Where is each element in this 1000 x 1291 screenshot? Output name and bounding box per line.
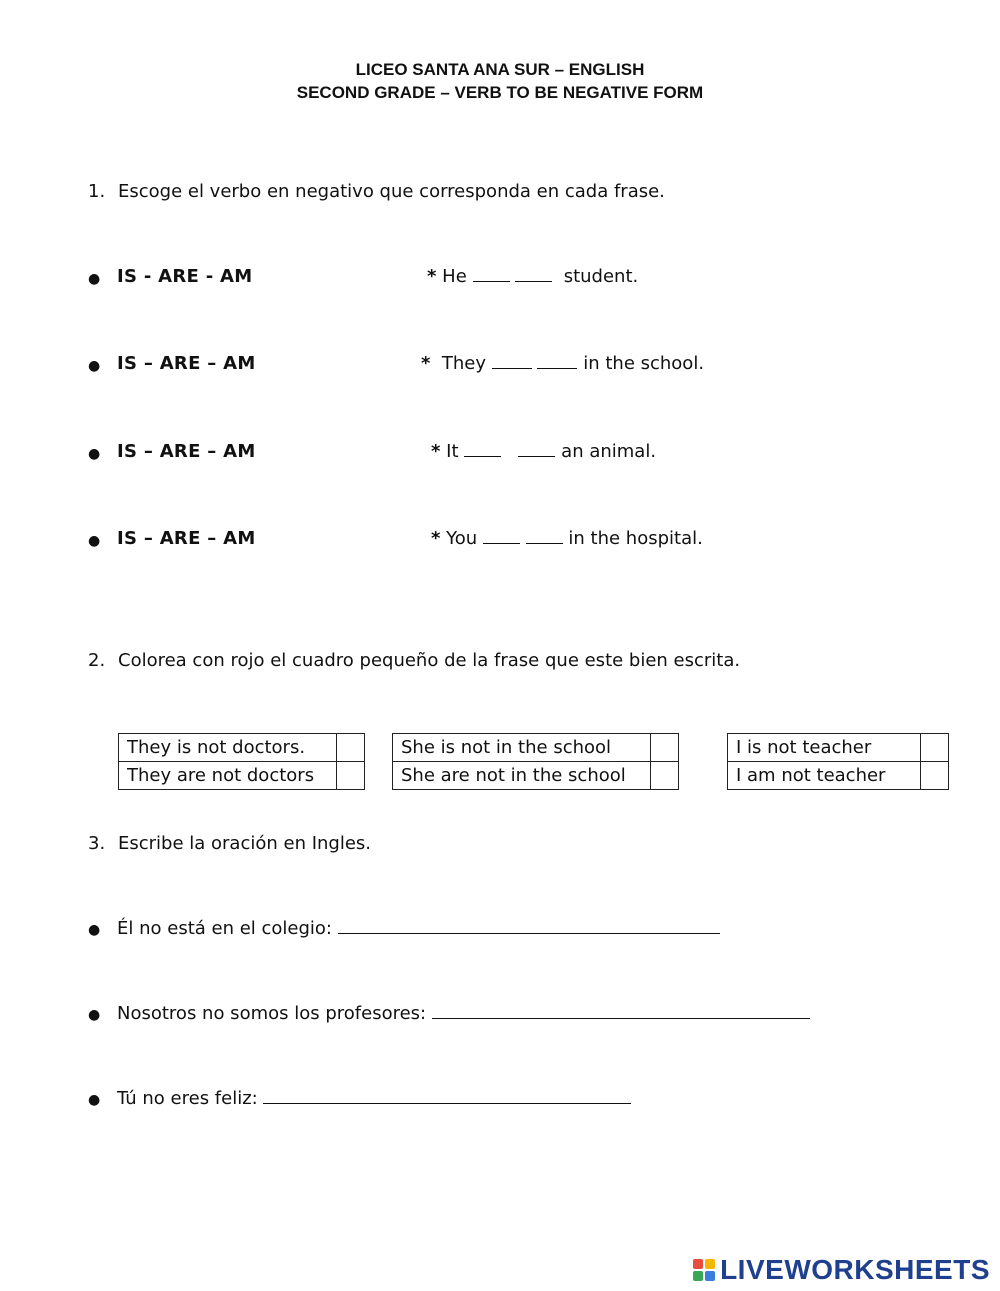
question-2-instruction: 2. Colorea con rojo el cuadro pequeño de la frase que este bien escrita.	[88, 650, 741, 671]
verb-options: IS – ARE – AM	[117, 441, 256, 462]
sentence-item: * They in the school.	[421, 353, 705, 374]
color-checkbox[interactable]	[921, 762, 949, 790]
bullet-icon: ●	[88, 1092, 101, 1108]
choice-sentence: I is not teacher	[728, 734, 921, 762]
sentence-item: * He student.	[427, 266, 639, 287]
choice-sentence: She are not in the school	[393, 762, 651, 790]
verb-options: IS – ARE – AM	[117, 353, 256, 374]
bullet-icon: ●	[88, 446, 101, 462]
logo-text: LIVEWORKSHEETS	[720, 1254, 990, 1285]
liveworksheets-logo	[693, 1253, 990, 1287]
answer-line[interactable]	[338, 919, 720, 934]
answer-blank[interactable]	[492, 353, 532, 369]
bullet-icon: ●	[88, 533, 101, 549]
answer-blank[interactable]	[526, 528, 563, 544]
answer-blank[interactable]	[473, 266, 510, 282]
answer-line[interactable]	[263, 1089, 631, 1104]
bullet-icon: ●	[88, 1007, 101, 1023]
answer-blank[interactable]	[537, 353, 577, 369]
asterisk: *	[431, 441, 441, 462]
choice-sentence: They is not doctors.	[119, 734, 337, 762]
verb-options: IS – ARE – AM	[117, 528, 256, 549]
answer-blank[interactable]	[464, 441, 501, 457]
choice-box-2	[392, 733, 679, 790]
color-checkbox[interactable]	[651, 734, 679, 762]
bullet-icon: ●	[88, 358, 101, 374]
sentence-item: * It an animal.	[431, 441, 657, 462]
answer-blank[interactable]	[518, 441, 555, 457]
question-number: 3.	[88, 833, 106, 854]
color-checkbox[interactable]	[651, 762, 679, 790]
color-checkbox[interactable]	[337, 762, 365, 790]
question-number: 2.	[88, 650, 106, 671]
asterisk: *	[421, 353, 431, 374]
question-number: 1.	[88, 181, 106, 202]
choice-sentence: They are not doctors	[119, 762, 337, 790]
asterisk: *	[431, 528, 441, 549]
choice-sentence: She is not in the school	[393, 734, 651, 762]
asterisk: *	[427, 266, 437, 287]
translation-item: Él no está en el colegio:	[117, 918, 720, 939]
choice-sentence: I am not teacher	[728, 762, 921, 790]
verb-options: IS - ARE - AM	[117, 266, 253, 287]
translation-item: Nosotros no somos los profesores:	[117, 1003, 810, 1024]
answer-line[interactable]	[432, 1004, 810, 1019]
color-checkbox[interactable]	[337, 734, 365, 762]
sentence-item: * You in the hospital.	[431, 528, 703, 549]
logo-blocks-icon	[693, 1259, 715, 1281]
choice-box-1	[118, 733, 365, 790]
translation-item: Tú no eres feliz:	[117, 1088, 631, 1109]
worksheet-subtitle: SECOND GRADE – VERB TO BE NEGATIVE FORM	[296, 83, 704, 102]
choice-box-3	[727, 733, 949, 790]
bullet-icon: ●	[88, 922, 101, 938]
answer-blank[interactable]	[515, 266, 552, 282]
worksheet-school-title: LICEO SANTA ANA SUR – ENGLISH	[355, 60, 645, 79]
question-1-instruction: 1. Escoge el verbo en negativo que corresponda en cada frase.	[88, 181, 665, 202]
question-3-instruction: 3. Escribe la oración en Ingles.	[88, 833, 372, 854]
bullet-icon: ●	[88, 271, 101, 287]
color-checkbox[interactable]	[921, 734, 949, 762]
answer-blank[interactable]	[483, 528, 520, 544]
